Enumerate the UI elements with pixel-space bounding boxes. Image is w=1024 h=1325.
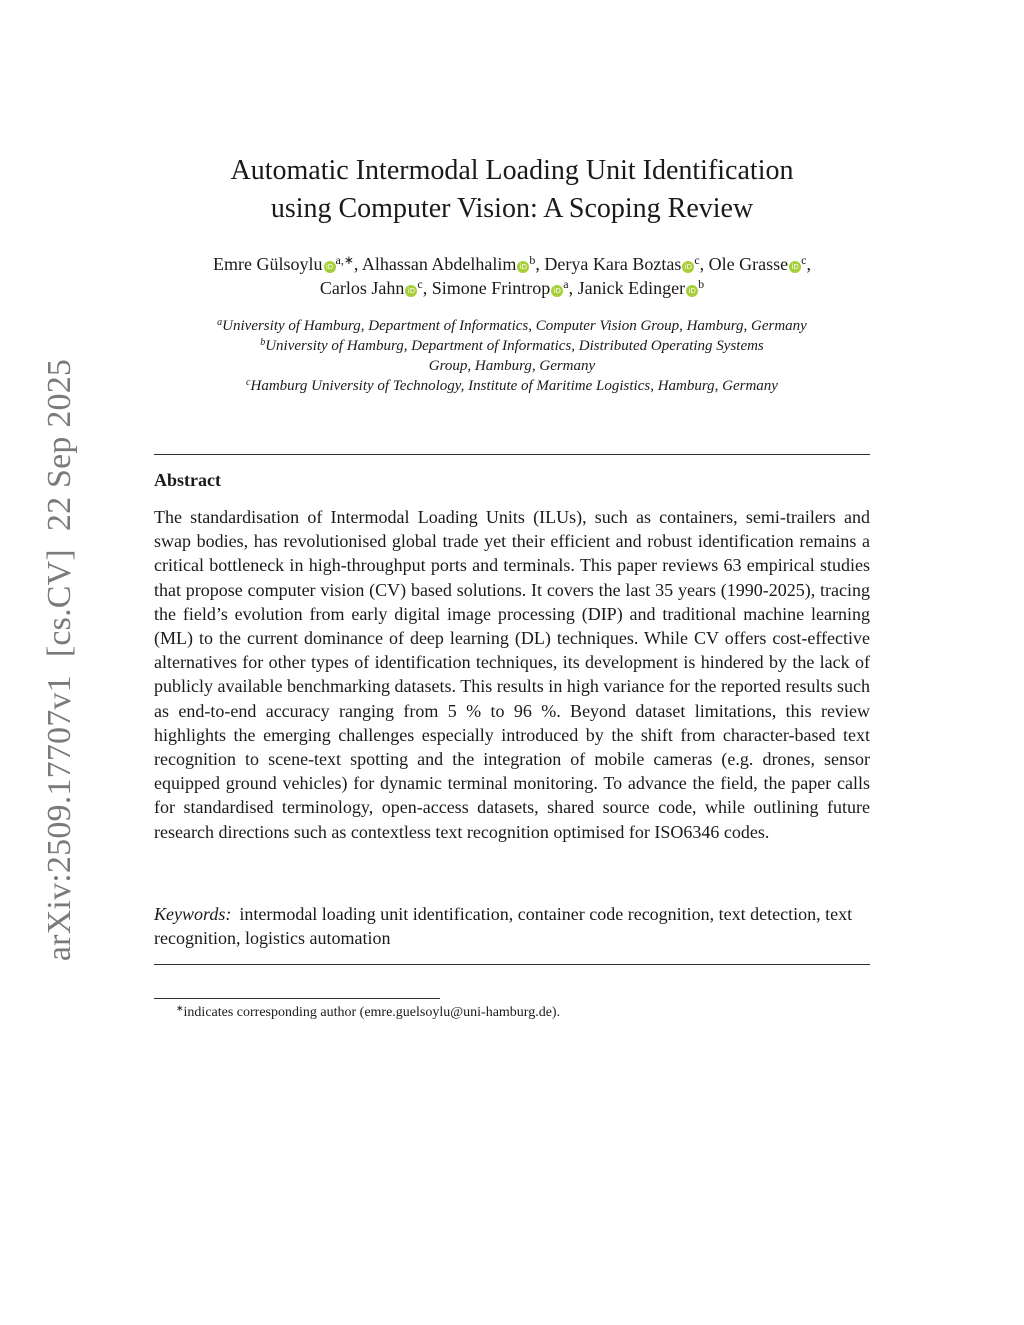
- footnote: [176, 1004, 560, 1022]
- title-line-1: Automatic Intermodal Loading Unit Identification: [230, 155, 794, 186]
- affiliation-list: [154, 316, 870, 396]
- orcid-icon[interactable]: iD: [517, 261, 529, 273]
- affiliation-a: [154, 316, 870, 336]
- affil-text: University of Hamburg, Department of Informatics, Computer Vision Group, Hamburg, Germany: [222, 318, 807, 334]
- author-name: Janick Edinger: [577, 278, 686, 298]
- author-affil-mark: c: [694, 253, 700, 267]
- affil-mark: c: [246, 377, 251, 388]
- author-affil-mark: a: [563, 277, 569, 291]
- affiliation-b: [154, 336, 870, 356]
- footnote-text: indicates corresponding author (emre.guelsoylu@uni-hamburg.de).: [183, 1005, 561, 1020]
- abstract-heading: Abstract: [154, 470, 221, 490]
- abstract-bottom-rule: [154, 964, 870, 965]
- author-name: Ole Grasse: [708, 254, 789, 274]
- affil-text: University of Hamburg, Department of Informatics, Distributed Operating Systems: [265, 338, 764, 354]
- abstract-text: The standardisation of Intermodal Loading Units (ILUs), such as containers, semi-trailers and swap bodies, has revolutionised global trade yet their efficient and robust identification remains a critical bottleneck in high-throughput ports and terminals. This paper reviews 63 empirical studies that propose computer vision (CV) based solutions. It covers the last 35 years (1990-2025), tracing the field’s evolution from early digital image processing (DIP) and traditional machine learning (ML) to the current dominance of deep learning (DL) techniques. While CV offers cost-effective alternatives for other types of identification techniques, its development is hindered by the lack of publicly available benchmarking datasets. This results in high variance for the reported results such as end-to-end accuracy ranging from 5 % to 96 %. Beyond dataset limitations, this review highlights the emerging challenges especially introduced by the shift from character-based text recognition to scene-text spotting and the integration of mobile cameras (e.g. drones, sensor equipped ground vehicles) for dynamic terminal monitoring. To advance the field, the paper calls for standardised terminology, open-access datasets, shared source code, while outlining future research directions such as contextless text recognition optimised for ISO6346 codes.: [154, 507, 870, 842]
- orcid-icon[interactable]: iD: [686, 285, 698, 297]
- affiliation-c: [154, 376, 870, 396]
- author-name: Alhassan Abdelhalim: [361, 254, 517, 274]
- author-name: Simone Frintrop: [431, 278, 551, 298]
- footnote-mark: ∗: [176, 1003, 184, 1013]
- author-list: [154, 252, 870, 300]
- orcid-icon[interactable]: iD: [324, 261, 336, 273]
- affil-mark: a: [217, 317, 223, 328]
- orcid-icon[interactable]: iD: [789, 261, 801, 273]
- arxiv-stamp: [41, 359, 79, 961]
- keywords-text: intermodal loading unit identification, container code recognition, text detection, text recognition, logistics automation: [154, 904, 853, 948]
- footnote-rule: [154, 998, 440, 999]
- arxiv-category: [cs.CV]: [41, 549, 78, 658]
- author-name: Derya Kara Boztas: [544, 254, 682, 274]
- author-affil-mark: b: [529, 253, 536, 267]
- author-line-1: Emre Gülsoylu iD $^{a,∗}$, Alhassan Abdelhalim iD $^b$, Derya Kara Boztas iD $^c$, Ole Grasse iD $^c$,: [213, 253, 811, 274]
- affil-mark: b: [260, 337, 266, 348]
- affiliation-b-cont: [154, 356, 870, 376]
- author-line-2: Carlos Jahn iD $^c$, Simone Frintrop iD $^a$, Janick Edinger iD $^b$: [319, 277, 705, 298]
- arxiv-id: arXiv:2509.17707v1: [41, 675, 78, 962]
- author-name: Carlos Jahn: [319, 278, 405, 298]
- author-name: Emre Gülsoylu: [213, 254, 323, 274]
- abstract-top-rule: [154, 454, 870, 455]
- author-affil-mark: c: [417, 277, 423, 291]
- keywords: [154, 902, 870, 950]
- author-affil-mark: a,∗: [335, 253, 354, 267]
- affil-text: Group, Hamburg, Germany: [428, 358, 596, 374]
- orcid-icon[interactable]: iD: [405, 285, 417, 297]
- author-affil-mark: b: [698, 277, 705, 291]
- paper-title: [154, 152, 870, 228]
- author-affil-mark: c: [801, 253, 807, 267]
- arxiv-date: 22 Sep 2025: [41, 358, 78, 532]
- title-line-2: using Computer Vision: A Scoping Review: [270, 193, 754, 224]
- orcid-icon[interactable]: iD: [682, 261, 694, 273]
- orcid-icon[interactable]: iD: [551, 285, 563, 297]
- affil-text: Hamburg University of Technology, Institute of Maritime Logistics, Hamburg, Germany: [250, 378, 778, 394]
- keywords-label: Keywords:: [154, 904, 232, 924]
